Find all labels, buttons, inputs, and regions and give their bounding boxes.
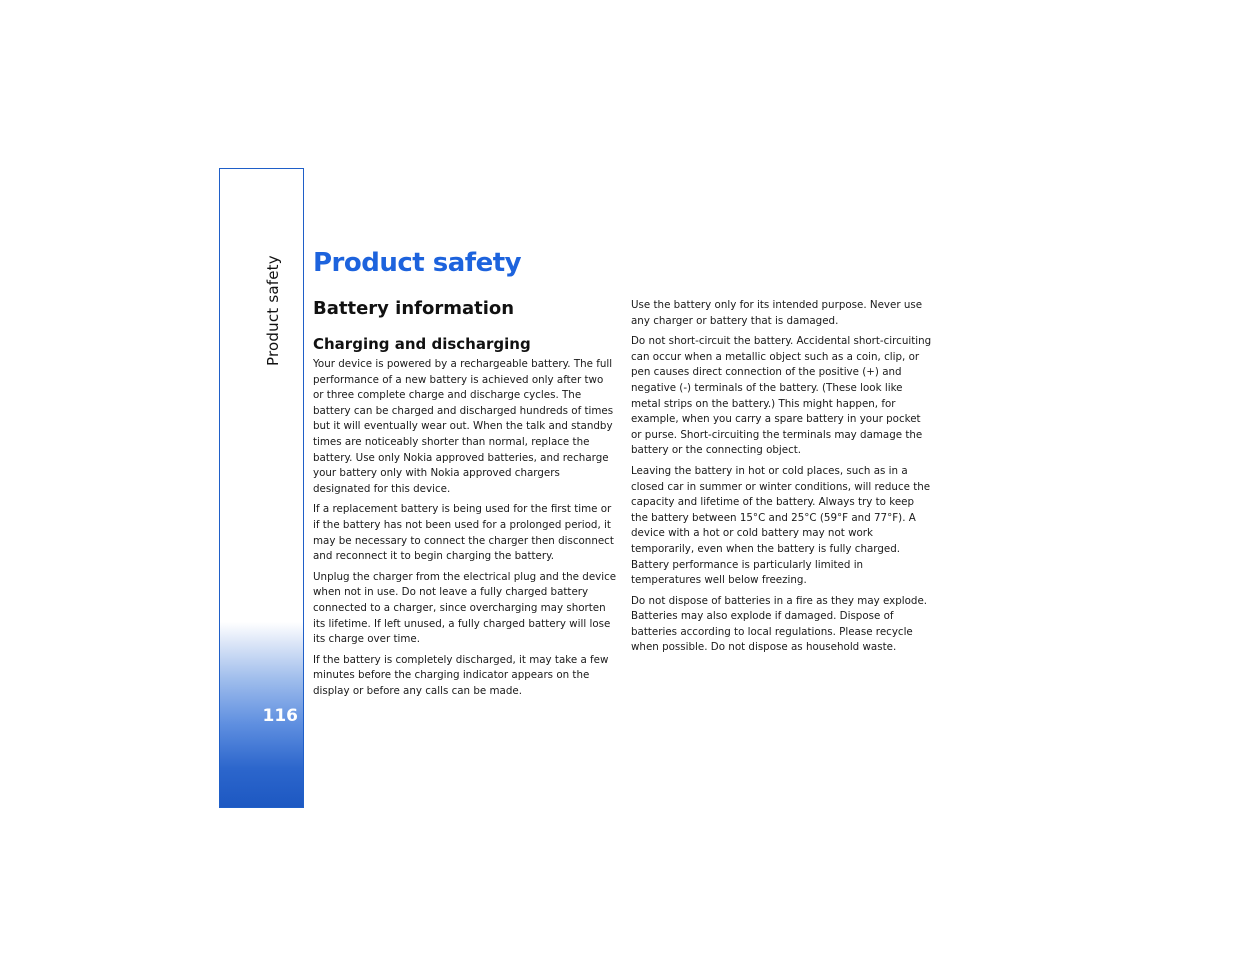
right-column [631,298,933,661]
paragraph: Use the battery only for its intended purpose. Never use any charger or battery that is damaged. [631,299,923,327]
paragraph: Unplug the charger from the electrical plug and the device when not in use. Do not leave a fully charged battery connected to a charger, since overcharging may shorten its lifetime. If left unused, a fully charged battery will lose its charge over time. [313,570,617,646]
section-heading: Battery information [313,298,515,319]
paragraph: If the battery is completely discharged, it may take a few minutes before the charging indicator appears on the display or before any calls can be made. [313,653,609,697]
side-tab-title-text: Product safety [264,255,282,366]
page-number: 116 [262,706,298,726]
page-title: Product safety [313,248,522,278]
sub-heading: Charging and discharging [313,335,531,353]
left-column [313,357,617,704]
side-tab-title [262,254,286,366]
paragraph: Do not dispose of batteries in a fire as they may explode. Batteries may also explode if damaged. Dispose of batteries according to local regulations. Please recycle when possible. Do not dispose as household waste. [631,594,928,654]
paragraph: If a replacement battery is being used for the first time or if the battery has not been used for a prolonged period, it may be necessary to connect the charger then disconnect and reconnect it to begin charging the battery. [313,503,614,563]
paragraph: Your device is powered by a rechargeable battery. The full performance of a new battery is achieved only after two or three complete charge and discharge cycles. The battery can be charged and discharged hundreds of times but it will eventually wear out. When the talk and standby times are noticeably shorter than normal, replace the battery. Use only Nokia approved batteries, and recharge your battery only with Nokia approved chargers designated for this device. [313,358,614,495]
paragraph: Leaving the battery in hot or cold places, such as in a closed car in summer or winter conditions, will reduce the capacity and lifetime of the battery. Always try to keep the battery between 15°C and 25°C (59°F and 77°F). A device with a hot or cold battery may not work temporarily, even when the battery is fully charged. Battery performance is particularly limited in temperatures well below freezing. [631,464,931,587]
paragraph: Do not short-circuit the battery. Accidental short-circuiting can occur when a metallic object such as a coin, clip, or pen causes direct connection of the positive (+) and negative (-) terminals of the battery. (These look like metal strips on the battery.) This might happen, for example, when you carry a spare battery in your pocket or purse. Short-circuiting the terminals may damage the battery or the connecting object. [631,335,932,457]
